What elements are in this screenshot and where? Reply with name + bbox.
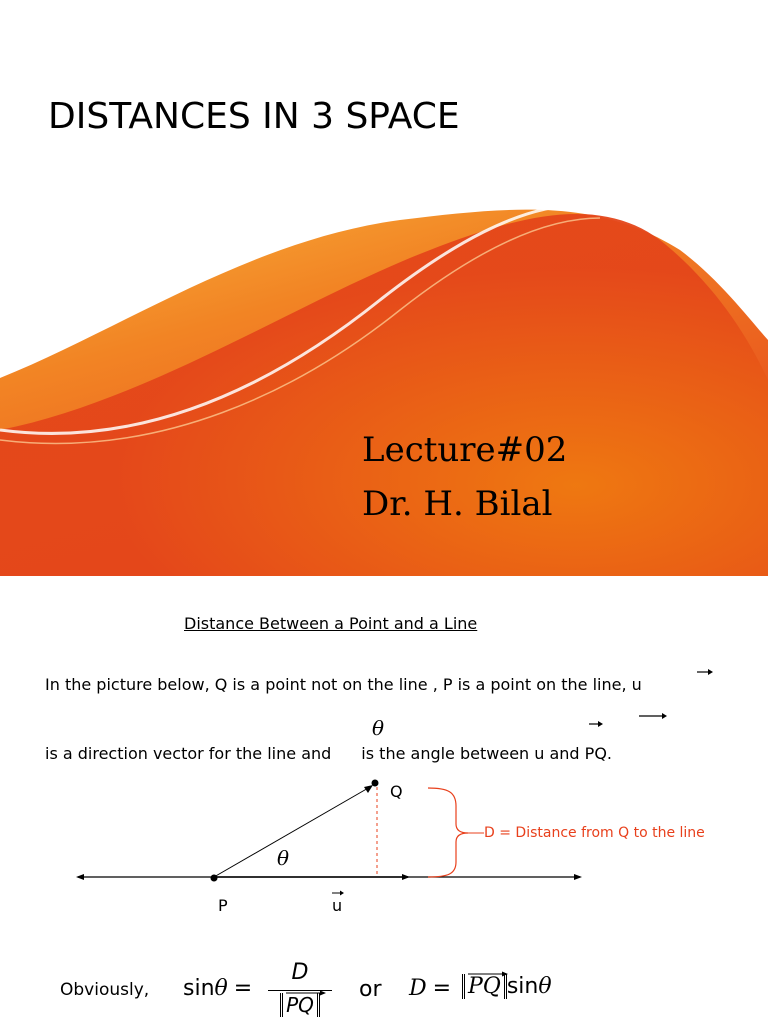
sin-text: sin bbox=[183, 976, 215, 1001]
d-symbol: D bbox=[409, 976, 427, 1001]
right-arrowhead bbox=[574, 874, 582, 880]
vector-arrow-icon bbox=[639, 712, 667, 720]
numerator-d: D bbox=[291, 960, 309, 985]
intro-paragraph: In the picture below, Q is a point not on the line , P is a point on the line, u bbox=[45, 675, 642, 694]
angle-theta: θ bbox=[277, 846, 290, 870]
norm-pq bbox=[280, 993, 320, 1017]
denominator bbox=[268, 993, 332, 1017]
equals-sign: = bbox=[233, 976, 253, 1001]
slide-title: DISTANCES IN 3 SPACE bbox=[48, 96, 460, 137]
or-text: or bbox=[359, 977, 382, 1002]
vector-u-head bbox=[402, 874, 410, 880]
explanation-part-1: is a direction vector for the line and bbox=[45, 744, 332, 763]
vector-arrow-icon bbox=[332, 890, 344, 896]
left-arrowhead bbox=[76, 874, 84, 880]
label-p: P bbox=[218, 896, 228, 915]
distance-brace bbox=[428, 788, 468, 877]
norm-pq-sin bbox=[462, 974, 552, 999]
vector-arrow-icon bbox=[589, 720, 603, 728]
sin-theta-left bbox=[183, 976, 252, 1001]
theta-symbol: θ bbox=[372, 716, 385, 740]
section-heading: Distance Between a Point and a Line bbox=[184, 614, 478, 633]
distance-label: D = Distance from Q to the line bbox=[484, 825, 705, 841]
vector-pq-head bbox=[364, 785, 373, 793]
explanation-part-2: is the angle between u and PQ. bbox=[361, 744, 612, 763]
distance-formula bbox=[0, 960, 768, 1024]
label-u-text: u bbox=[332, 896, 343, 915]
pq-text: PQ bbox=[286, 993, 314, 1017]
vector-pq bbox=[214, 787, 370, 877]
label-u bbox=[332, 896, 342, 915]
author-name: Dr. H. Bilal bbox=[362, 484, 553, 524]
point-q bbox=[372, 780, 379, 787]
point-p bbox=[211, 875, 218, 882]
vector-arrow-icon bbox=[286, 990, 326, 996]
d-equals bbox=[409, 976, 451, 1001]
sin-text-2: sin bbox=[506, 974, 539, 999]
vector-arrow-icon bbox=[468, 971, 508, 977]
fraction bbox=[268, 960, 332, 1017]
content-slide bbox=[0, 576, 768, 1024]
lecture-number: Lecture#02 bbox=[362, 430, 568, 470]
label-q: Q bbox=[390, 782, 403, 801]
theta-text-2: θ bbox=[538, 974, 552, 999]
pq-text-2: PQ bbox=[468, 974, 501, 999]
norm-pq-2 bbox=[462, 974, 507, 999]
equals-sign-2: = bbox=[432, 976, 452, 1001]
theta-text: θ bbox=[214, 976, 228, 1001]
explanation-line bbox=[45, 744, 612, 763]
obviously-text: Obviously, bbox=[60, 980, 150, 1000]
